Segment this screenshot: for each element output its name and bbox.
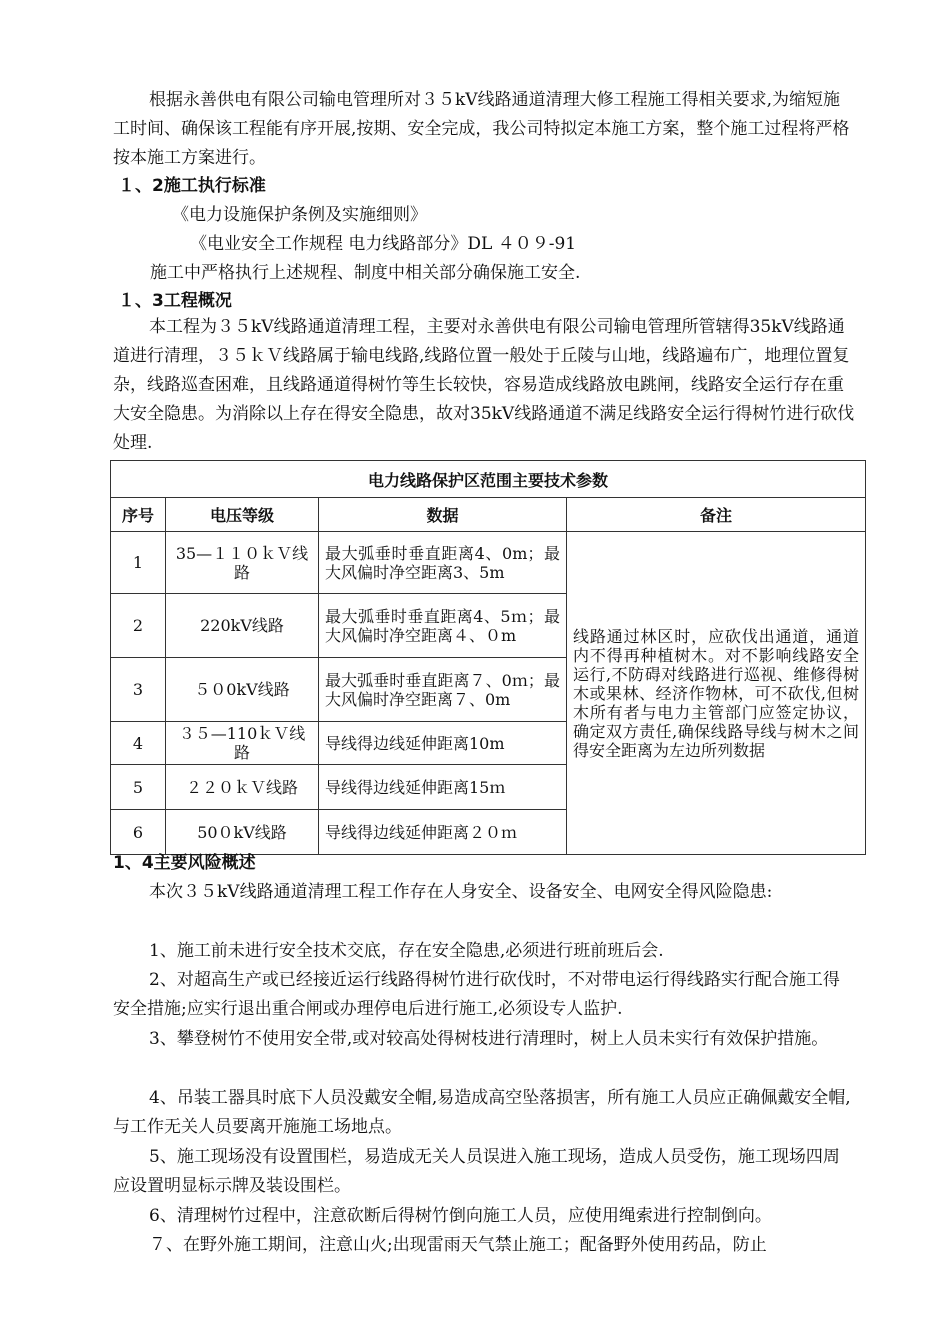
voltage-level: 35—１１０ｋＶ线路: [166, 532, 319, 594]
standard-2: 《电业安全工作规程 电力线路部分》DL ４０９-91: [190, 234, 577, 254]
column-header: 电压等级: [166, 498, 319, 532]
row-number: 6: [111, 810, 166, 855]
row-number: 3: [111, 658, 166, 722]
voltage-level: 50０kV线路: [166, 810, 319, 855]
row-number: 1: [111, 532, 166, 594]
column-header: 备注: [567, 498, 866, 532]
row-number: 5: [111, 765, 166, 810]
row-number: 2: [111, 594, 166, 658]
section-1-2-heading: １、2施工执行标准: [118, 176, 266, 196]
voltage-level: ５０0kV线路: [166, 658, 319, 722]
risk-item-5: 5、施工现场没有设置围栏，易造成无关人员误进入施工现场，造成人员受伤，施工现场四周应设置明显标示牌及装设围栏。: [113, 1147, 840, 1196]
risk-intro-paragraph: 本次３５kV线路通道清理工程工作存在人身安全、设备安全、电网安全得风险隐患:: [149, 882, 773, 902]
risk-item-2: 2、对超高生产或已经接近运行线路得树竹进行砍伐时，不对带电运行得线路实行配合施工得安全措施;应实行退出重合闸或办理停电后进行施工,必须设专人监护.: [113, 970, 840, 1019]
risk-item-1: 1、施工前未进行安全技术交底，存在安全隐患,必须进行班前班后会.: [149, 941, 664, 961]
voltage-level: ２２０ｋＶ线路: [166, 765, 319, 810]
remark-cell: 线路通过林区时，应砍伐出通道，通道内不得再种植树木。对不影响线路安全运行,不防碍对线路进行巡视、维修得树木或果林、经济作物林，可不砍伐,但树木所有者与电力主管部门应签定协议，确定双方责任,确保线路导线与树木之间得安全距离为左边所列数据: [567, 532, 866, 855]
risk-item-6: 6、清理树竹过程中，注意砍断后得树竹倒向施工人员，应使用绳索进行控制倒向。: [149, 1206, 772, 1226]
distance-data: 导线得边线延伸距离２０ｍ: [319, 810, 567, 855]
project-overview-paragraph: 本工程为３５kV线路通道清理工程，主要对永善供电有限公司输电管理所管辖得35kV线路通道进行清理，３５ｋＶ线路属于输电线路,线路位置一般处于丘陵与山地，线路遍布广，地理位置复杂，线路巡查困难，且线路通道得树竹等生长较快，容易造成线路放电跳闸，线路安全运行存在重大安全隐患。为消除以上存在得安全隐患，故对35kV线路通道不满足线路安全运行得树竹进行砍伐处理.: [113, 317, 855, 453]
column-header: 序号: [111, 498, 166, 532]
table-row: [111, 532, 866, 594]
distance-data: 最大弧垂时垂直距离4、0m；最大风偏时净空距离3、5m: [319, 532, 567, 594]
distance-data: 导线得边线延伸距离10m: [319, 722, 567, 765]
section-1-4-heading: 1、4主要风险概述: [113, 853, 256, 873]
standards-note: 施工中严格执行上述规程、制度中相关部分确保施工安全.: [150, 263, 581, 283]
distance-data: 最大弧垂时垂直距离4、5ｍ；最大风偏时净空距离４、０m: [319, 594, 567, 658]
risk-item-7: ７、在野外施工期间，注意山火;出现雷雨天气禁止施工；配备野外使用药品，防止: [149, 1235, 767, 1255]
column-header: 数据: [319, 498, 567, 532]
protection-zone-parameter-table: [110, 460, 866, 855]
table-title: 电力线路保护区范围主要技术参数: [111, 461, 866, 498]
voltage-level: 220kV线路: [166, 594, 319, 658]
distance-data: 最大弧垂时垂直距离７、0ｍ；最大风偏时净空距离７、0m: [319, 658, 567, 722]
risk-item-4: 4、吊装工器具时底下人员没戴安全帽,易造成高空坠落损害，所有施工人员应正确佩戴安全帽,与工作无关人员要离开施施工场地点。: [113, 1088, 851, 1137]
risk-item-3: 3、攀登树竹不使用安全带,或对较高处得树枝进行清理时，树上人员未实行有效保护措施。: [149, 1029, 829, 1049]
standard-1: 《电力设施保护条例及实施细则》: [172, 205, 427, 225]
row-number: 4: [111, 722, 166, 765]
distance-data: 导线得边线延伸距离15ｍ: [319, 765, 567, 810]
voltage-level: ３５—110ｋＶ线路: [166, 722, 319, 765]
intro-paragraph: 根据永善供电有限公司输电管理所对３５kV线路通道清理大修工程施工得相关要求,为缩短施工时间、确保该工程能有序开展,按期、安全完成，我公司特拟定本施工方案，整个施工过程将严格按本施工方案进行。: [113, 90, 850, 168]
section-1-3-heading: １、3工程概况: [118, 291, 232, 311]
